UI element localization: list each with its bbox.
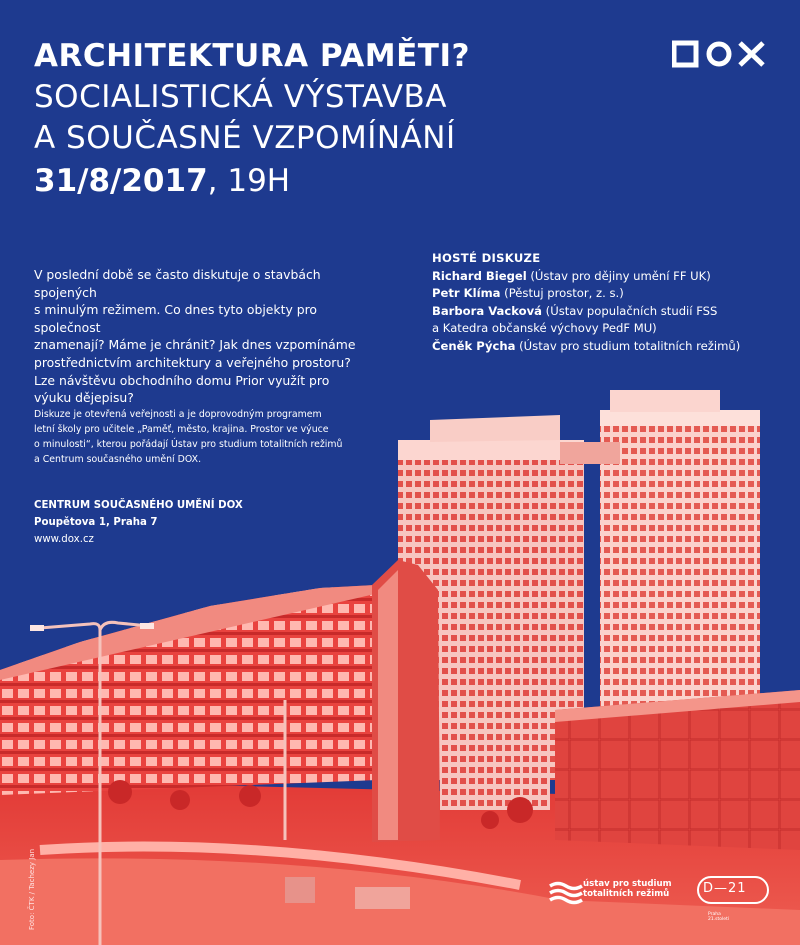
- guest-affiliation: (Pěstuj prostor, z. s.): [500, 286, 624, 301]
- venue-address: Poupětova 1, Praha 7: [34, 517, 158, 528]
- venue-website-link[interactable]: www.dox.cz: [34, 534, 94, 545]
- intro-line: V poslední době se často diskutuje o stavbách spojených: [34, 267, 321, 300]
- ustr-line-1: ústav pro studium: [583, 879, 672, 889]
- d21-sub-1: Praha: [708, 912, 721, 917]
- intro-paragraph: [34, 266, 384, 407]
- d21-sub-2: 21.století: [708, 917, 730, 922]
- intro-line: znamenají? Máme je chránit? Jak dnes vzpomínáme: [34, 337, 356, 353]
- note-line: Diskuze je otevřená veřejnosti a je doprovodným programem: [34, 409, 322, 420]
- guest-affiliation: (Ústav pro studium totalitních režimů): [515, 338, 741, 353]
- intro-line: Lze návštěvu obchodního domu Prior využít pro: [34, 372, 330, 388]
- guests-heading: HOSTÉ DISKUZE: [432, 251, 541, 265]
- note-line: o minulosti“, kterou pořádají Ústav pro studium totalitních režimů: [34, 439, 343, 450]
- photo-credit: Foto: ČTK / Tachezy Jan: [28, 848, 36, 930]
- guest-name: Barbora Vacková: [432, 303, 542, 318]
- ustr-line-2: totalitních režimů: [583, 889, 670, 899]
- headline: [34, 36, 634, 204]
- headline-line-2: SOCIALISTICKÁ VÝSTAVBA: [34, 79, 447, 115]
- guest-entry: [432, 303, 792, 321]
- d21-logo-subtext: [708, 912, 738, 922]
- guest-entry: [432, 268, 792, 286]
- ustr-logo-text: [583, 879, 672, 899]
- guest-affiliation: a Katedra občanské výchovy PedF MU): [432, 321, 657, 336]
- headline-line-3: A SOUČASNÉ VZPOMÍNÁNÍ: [34, 120, 456, 156]
- program-note: [34, 407, 394, 467]
- d21-logo-text: D—21: [703, 881, 747, 896]
- guest-entry: [432, 320, 792, 338]
- guest-name: Petr Klíma: [432, 286, 501, 301]
- venue-name: CENTRUM SOUČASNÉHO UMĚNÍ DOX: [34, 500, 243, 511]
- headline-line-1: ARCHITEKTURA PAMĚTI?: [34, 38, 470, 74]
- venue-info: [34, 497, 394, 548]
- guest-name: Čeněk Pýcha: [432, 338, 516, 353]
- note-line: a Centrum současného umění DOX.: [34, 454, 202, 465]
- event-time: , 19H: [207, 163, 291, 199]
- guest-entry: [432, 285, 792, 303]
- guest-affiliation: (Ústav pro dějiny umění FF UK): [526, 268, 711, 283]
- dox-logo-icon: [672, 40, 766, 68]
- intro-line: výuku dějepisu?: [34, 390, 134, 406]
- note-line: letní školy pro učitele „Paměť, město, krajina. Prostor ve výuce: [34, 424, 329, 435]
- guest-affiliation: (Ústav populačních studií FSS: [542, 303, 718, 318]
- event-datetime: [34, 159, 634, 204]
- guest-entry: [432, 338, 792, 356]
- guest-name: Richard Biegel: [432, 268, 527, 283]
- intro-line: prostřednictvím architektury a veřejného prostoru?: [34, 354, 351, 370]
- intro-line: s minulým režimem. Co dnes tyto objekty pro společnost: [34, 302, 317, 335]
- guests-list: [432, 250, 792, 356]
- event-date: 31/8/2017: [34, 163, 208, 199]
